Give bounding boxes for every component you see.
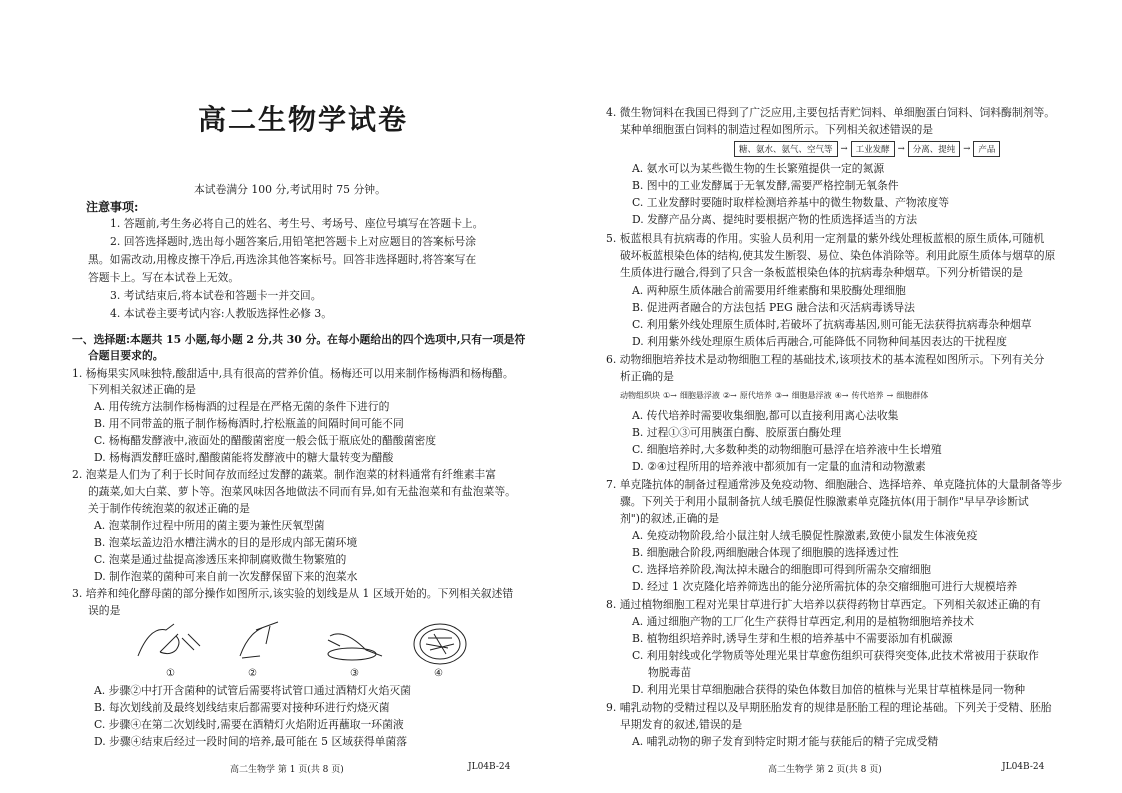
flow-mark: ④ (834, 391, 842, 400)
question-5-option: A. 两种原生质体融合前需要用纤维素酶和果胶酶处理细胞 (632, 284, 906, 297)
section-heading-cont: 合题目要求的。 (88, 349, 164, 362)
q3-figure (130, 616, 490, 668)
flow-mark: ③ (774, 391, 782, 400)
question-1-option: D. 杨梅酒发酵旺盛时,醋酸菌能将发酵液中的糖大量转变为醋酸 (94, 451, 394, 464)
flow-step: 原代培养 (739, 391, 772, 400)
question-8-stem: 8. 通过植物细胞工程对光果甘草进行扩大培养以获得药物甘草西定。下列相关叙述正确的有 (606, 598, 1041, 611)
section-heading: 一、选择题:本题共 15 小题,每小题 2 分,共 30 分。在每小题给出的四个选项中,只有一项是符 (72, 333, 526, 346)
fig-label: ④ (434, 668, 443, 679)
arrow-right-icon: → (841, 391, 849, 400)
question-2-option: A. 泡菜制作过程中所用的菌主要为兼性厌氧型菌 (94, 519, 325, 532)
question-2-stem: 关于制作传统泡菜的叙述正确的是 (88, 502, 250, 515)
question-4-option: D. 发酵产品分离、提纯时要根据产物的性质选择适当的方法 (632, 213, 918, 226)
page-code: JL04B-24 (468, 762, 511, 772)
page-footer: 高二生物学 第 2 页(共 8 页) (768, 765, 882, 775)
question-8-option-cont: 物脱毒苗 (648, 666, 692, 679)
question-5-option: C. 利用紫外线处理原生质体时,若破坏了抗病毒基因,则可能无法获得抗病毒杂种烟草 (632, 318, 1032, 331)
question-4-option: C. 工业发酵时要随时取样检测培养基中的微生物数量、产物浓度等 (632, 196, 950, 209)
notice-line: 2. 回答选择题时,选出每小题答案后,用铅笔把答题卡上对应题目的答案标号涂 (110, 235, 477, 248)
question-6-stem: 析正确的是 (620, 370, 674, 383)
question-2-option: C. 泡菜是通过盐提高渗透压来抑制腐败微生物繁殖的 (94, 553, 347, 566)
flow-step: 细胞悬浮液 (791, 391, 832, 400)
question-5-option: D. 利用紫外线处理原生质体后再融合,可能降低不同物种间基因表达的干扰程度 (632, 335, 1007, 348)
question-9-stem: 9. 哺乳动物的受精过程以及早期胚胎发育的规律是胚胎工程的理论基础。下列关于受精、胚胎 (606, 701, 1052, 714)
question-7-option: D. 经过 1 次克隆化培养筛选出的能分泌所需抗体的杂交瘤细胞可进行大规模培养 (632, 580, 1018, 593)
question-1-option: B. 用不同带盖的瓶子制作杨梅酒时,拧松瓶盖的间隔时间可能不同 (94, 417, 404, 430)
notice-line: 黑。如需改动,用橡皮擦干净后,再选涂其他答案标号。回答非选择题时,将答案写在 (88, 253, 477, 266)
question-2-option: B. 泡菜坛盖边沿水槽注满水的目的是形成内部无菌环境 (94, 536, 358, 549)
fig-label: ② (248, 668, 257, 679)
streaking-icon (328, 634, 382, 660)
question-8-option: D. 利用光果甘草细胞融合获得的染色体数目加倍的植株与光果甘草植株是同一物种 (632, 683, 1026, 696)
question-7-stem: 骤。下列关于利用小鼠制备抗人绒毛膜促性腺激素单克隆抗体(用于制作"早早孕诊断试 (620, 495, 1029, 508)
flow-box: 产品 (973, 141, 1000, 157)
q6-flowchart (620, 390, 928, 401)
question-3-stem: 误的是 (88, 604, 121, 617)
arrow-right-icon: → (781, 391, 789, 400)
page-title: 高二生物学试卷 (198, 103, 409, 136)
question-3-option: D. 步骤④结束后经过一段时间的培养,最可能在 5 区域获得单菌落 (94, 735, 408, 748)
question-5-stem: 破坏板蓝根染色体的结构,使其发生断裂、易位、染色体消除等。利用此原生质体与烟草的原 (620, 249, 1056, 262)
exam-meta: 本试卷满分 100 分,考试用时 75 分钟。 (194, 183, 386, 196)
fig-label: ③ (350, 668, 359, 679)
question-8-option: A. 通过细胞产物的工厂化生产获得甘草西定,利用的是植物细胞培养技术 (632, 615, 974, 628)
question-1-stem: 1. 杨梅果实风味独特,酸甜适中,具有很高的营养价值。杨梅还可以用来制作杨梅酒和杨梅醋。 (72, 367, 514, 380)
question-1-option: A. 用传统方法制作杨梅酒的过程是在严格无菌的条件下进行的 (94, 400, 390, 413)
flow-step: 传代培养 (851, 391, 884, 400)
question-5-stem: 5. 板蓝根具有抗病毒的作用。实验人员利用一定剂量的紫外线处理板蓝根的原生质体,可随机 (606, 232, 1045, 245)
question-8-option: C. 利用射线或化学物质等处理光果甘草愈伤组织可获得突变体,此技术常被用于获取作 (632, 649, 1039, 662)
question-6-stem: 6. 动物细胞培养技术是动物细胞工程的基础技术,该项技术的基本流程如图所示。下列有关分 (606, 353, 1045, 366)
question-1-stem: 下列相关叙述正确的是 (88, 383, 196, 396)
question-7-option: A. 免疫动物阶段,给小鼠注射人绒毛膜促性腺激素,致使小鼠发生体液免疫 (632, 529, 978, 542)
flow-box: 糖、氨水、氨气、空气等 (734, 141, 838, 157)
question-9-option: A. 哺乳动物的卵子发育到特定时期才能与获能后的精子完成受精 (632, 735, 939, 748)
question-1-option: C. 杨梅醋发酵液中,液面处的醋酸菌密度一般会低于瓶底处的醋酸菌密度 (94, 434, 437, 447)
q4-flowchart (734, 141, 1000, 157)
flow-step: 细胞群体 (896, 391, 929, 400)
inoculation-loop-icon (240, 622, 278, 658)
question-2-stem: 的蔬菜,如大白菜、萝卜等。泡菜风味因各地做法不同而有异,如有无盐泡菜和有盐泡菜等。 (88, 485, 516, 498)
question-3-option: C. 步骤④在第二次划线时,需要在酒精灯火焰附近再蘸取一环菌液 (94, 718, 404, 731)
flow-box: 分离、提纯 (908, 141, 961, 157)
question-8-option: B. 植物组织培养时,诱导生芽和生根的培养基中不需要添加有机碳源 (632, 632, 953, 645)
question-4-option: A. 氨水可以为某些微生物的生长繁殖提供一定的氮源 (632, 162, 885, 175)
page-footer: 高二生物学 第 1 页(共 8 页) (230, 765, 344, 775)
flow-mark: ② (722, 391, 731, 400)
question-4-stem: 某种单细胞蛋白饲料的制造过程如图所示。下列相关叙述错误的是 (620, 123, 934, 136)
flow-box: 工业发酵 (851, 141, 895, 157)
flow-mark: ① (663, 391, 671, 400)
flow-step: 动物组织块 (620, 391, 660, 400)
arrow-right-icon: → (963, 144, 971, 154)
question-5-stem: 生质体进行融合,得到了只含一条板蓝根染色体的抗病毒杂种烟草。下列分析错误的是 (620, 266, 1023, 279)
question-3-stem: 3. 培养和纯化酵母菌的部分操作如图所示,该实验的划线是从 1 区域开始的。下列相关叙述错 (72, 587, 514, 600)
petri-dish-icon (414, 624, 466, 664)
page-code: JL04B-24 (1002, 762, 1045, 772)
arrow-right-icon: → (670, 391, 677, 400)
question-6-option: D. ②④过程所用的培养液中都须加有一定量的血清和动物激素 (632, 460, 926, 473)
question-2-option: D. 制作泡菜的菌种可来自前一次发酵保留下来的泡菜水 (94, 570, 358, 583)
notice-heading: 注意事项: (86, 200, 139, 214)
question-7-stem: 剂")的叙述,正确的是 (620, 512, 719, 525)
question-7-option: C. 选择培养阶段,淘汰掉未融合的细胞即可得到所需杂交瘤细胞 (632, 563, 931, 576)
notice-line: 4. 本试卷主要考试内容:人教版选择性必修 3。 (110, 307, 333, 320)
arrow-right-icon: → (886, 391, 894, 400)
notice-line: 1. 答题前,考生务必将自己的姓名、考生号、考场号、座位号填写在答题卡上。 (110, 217, 484, 230)
question-7-option: B. 细胞融合阶段,两细胞融合体现了细胞膜的选择透过性 (632, 546, 899, 559)
question-5-option: B. 促进两者融合的方法包括 PEG 融合法和灭活病毒诱导法 (632, 301, 915, 314)
arrow-right-icon: → (897, 144, 905, 154)
question-7-stem: 7. 单克隆抗体的制备过程通常涉及免疫动物、细胞融合、选择培养、单克隆抗体的大量制备等步 (606, 478, 1063, 491)
question-3-option: A. 步骤②中打开含菌种的试管后需要将试管口通过酒精灯火焰灭菌 (94, 684, 411, 697)
question-2-stem: 2. 泡菜是人们为了利于长时间存放而经过发酵的蔬菜。制作泡菜的材料通常有纤维素丰富 (72, 468, 497, 481)
question-3-option: B. 每次划线前及最终划线结束后都需要对接种环进行灼烧灭菌 (94, 701, 390, 714)
question-6-option: B. 过程①③可用胰蛋白酶、胶原蛋白酶处理 (632, 426, 842, 439)
notice-line: 3. 考试结束后,将本试卷和答题卡一并交回。 (110, 289, 322, 302)
notice-line: 答题卡上。写在本试卷上无效。 (88, 271, 240, 284)
arrow-right-icon: → (840, 144, 848, 154)
arrow-right-icon: → (730, 391, 737, 400)
question-4-stem: 4. 微生物饲料在我国已得到了广泛应用,主要包括青贮饲料、单细胞蛋白饲料、饲料酶制剂等。 (606, 106, 1056, 119)
question-9-stem: 早期发育的叙述,错误的是 (620, 718, 743, 731)
question-6-option: C. 细胞培养时,大多数种类的动物细胞可悬浮在培养液中生长增殖 (632, 443, 942, 456)
fig-label: ① (166, 668, 175, 679)
flow-step: 细胞悬浮液 (679, 391, 720, 400)
hand-tube-icon (138, 624, 200, 656)
question-4-option: B. 图中的工业发酵属于无氧发酵,需要严格控制无氧条件 (632, 179, 899, 192)
question-6-option: A. 传代培养时需要收集细胞,都可以直接利用离心法收集 (632, 409, 899, 422)
